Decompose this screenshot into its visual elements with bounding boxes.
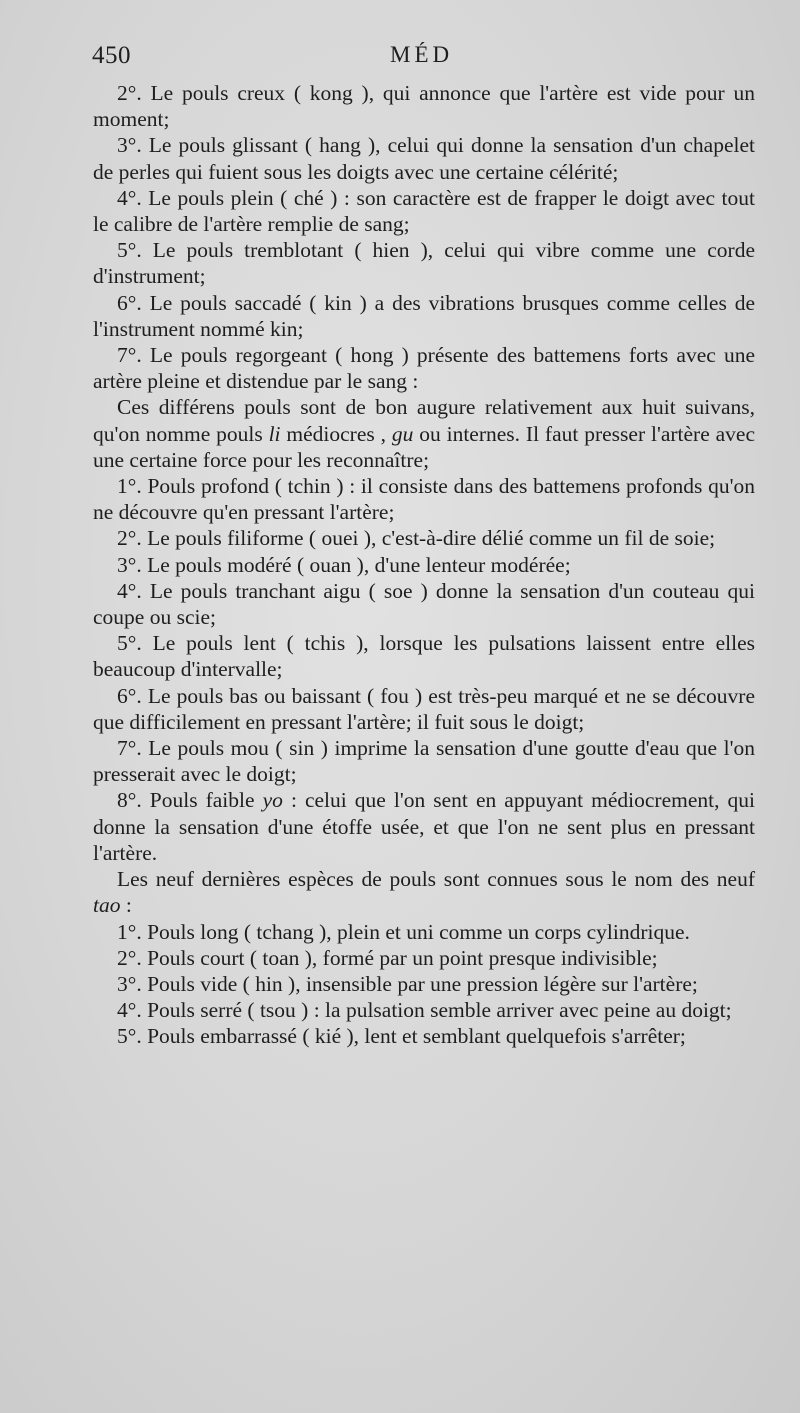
paragraph-text: 6°. Le pouls saccadé ( kin ) a des vibrations brusques comme celles de l'instrument nommé kin;: [93, 290, 755, 341]
paragraph-text: 8°. Pouls faible: [117, 788, 263, 813]
paragraph: [93, 185, 755, 237]
paragraph-text: 3°. Le pouls modéré ( ouan ), d'une lenteur modérée;: [117, 552, 571, 577]
body-text: [93, 80, 755, 1050]
page-header: [90, 42, 755, 74]
paragraph-text: ou internes. Il faut presser l'artère avec une certaine force pour les reconnaître;: [93, 421, 755, 472]
paragraph-text: 3°. Le pouls glissant ( hang ), celui qui donne la sensation d'un chapelet de perles qui fuient sous les doigts avec une certaine célérité;: [93, 133, 755, 184]
paragraph: [93, 473, 755, 525]
paragraph: [93, 578, 755, 630]
paragraph-text: 1°. Pouls profond ( tchin ) : il consiste dans des battemens profonds qu'on ne découvre qu'en pressant l'artère;: [93, 474, 755, 525]
paragraph: [93, 971, 755, 997]
paragraph-text: 5°. Le pouls lent ( tchis ), lorsque les pulsations laissent entre elles beaucoup d'intervalle;: [93, 631, 755, 682]
paragraph: [93, 787, 755, 866]
paragraph-text: 7°. Le pouls regorgeant ( hong ) présente des battemens forts avec une artère pleine et distendue par le sang :: [93, 343, 755, 394]
paragraph-text: 5°. Le pouls tremblotant ( hien ), celui qui vibre comme une corde d'instrument;: [93, 238, 755, 289]
paragraph-text: médiocres ,: [280, 421, 392, 446]
paragraph: [93, 919, 755, 945]
italic-term: li: [268, 421, 281, 446]
paragraph-text: 7°. Le pouls mou ( sin ) imprime la sensation d'une goutte d'eau que l'on presserait avec le doigt;: [93, 736, 755, 787]
paragraph-text: 4°. Pouls serré ( tsou ) : la pulsation semble arriver avec peine au doigt;: [117, 998, 732, 1023]
paragraph: [93, 1023, 755, 1049]
paragraph: [93, 945, 755, 971]
paragraph-text: 4°. Le pouls tranchant aigu ( soe ) donne la sensation d'un couteau qui coupe ou scie;: [93, 578, 755, 630]
paragraph: [93, 80, 755, 132]
italic-term: tao: [93, 893, 121, 918]
italic-term: gu: [391, 421, 414, 446]
paragraph: [93, 735, 755, 787]
paragraph: [93, 342, 755, 394]
paragraph-text: 3°. Pouls vide ( hin ), insensible par une pression légère sur l'artère;: [117, 971, 698, 996]
paragraph: [93, 237, 755, 289]
running-head: MÉD: [390, 42, 454, 67]
page-number: 450: [92, 42, 131, 69]
paragraph-text: 2°. Le pouls creux ( kong ), qui annonce que l'artère est vide pour un moment;: [93, 81, 755, 132]
paragraph-text: 1°. Pouls long ( tchang ), plein et uni comme un corps cylindrique.: [117, 919, 690, 944]
paragraph: [93, 630, 755, 682]
paragraph: [93, 525, 755, 551]
paragraph-text: 4°. Le pouls plein ( ché ) : son caractère est de frapper le doigt avec tout le calibre de l'artère remplie de sang;: [93, 185, 755, 237]
paragraph: [93, 997, 755, 1023]
paragraph-text: Ces différens pouls sont de bon augure relativement aux huit suivans, qu'on nomme pouls: [93, 395, 755, 446]
paragraph: [93, 552, 755, 578]
paragraph: [93, 683, 755, 735]
paragraph: [93, 132, 755, 184]
paragraph-text: :: [120, 893, 132, 918]
paragraph-text: : celui que l'on sent en appuyant médiocrement, qui donne la sensation d'une étoffe usée, et que l'on ne sent plus en pressant l'artère.: [93, 788, 756, 865]
paragraph: [93, 290, 755, 342]
paragraph: [93, 394, 755, 473]
paragraph-text: 2°. Pouls court ( toan ), formé par un point presque indivisible;: [117, 945, 658, 970]
paragraph: [93, 866, 755, 918]
italic-term: yo: [262, 788, 283, 813]
paragraph-text: Les neuf dernières espèces de pouls sont connues sous le nom des neuf: [117, 867, 755, 892]
paragraph-text: 6°. Le pouls bas ou baissant ( fou ) est très-peu marqué et ne se découvre que difficilement en pressant l'artère; il fuit sous le doigt;: [93, 683, 755, 734]
paragraph-text: 5°. Pouls embarrassé ( kié ), lent et semblant quelquefois s'arrêter;: [117, 1024, 686, 1049]
paragraph-text: 2°. Le pouls filiforme ( ouei ), c'est-à-dire délié comme un fil de soie;: [117, 526, 716, 551]
